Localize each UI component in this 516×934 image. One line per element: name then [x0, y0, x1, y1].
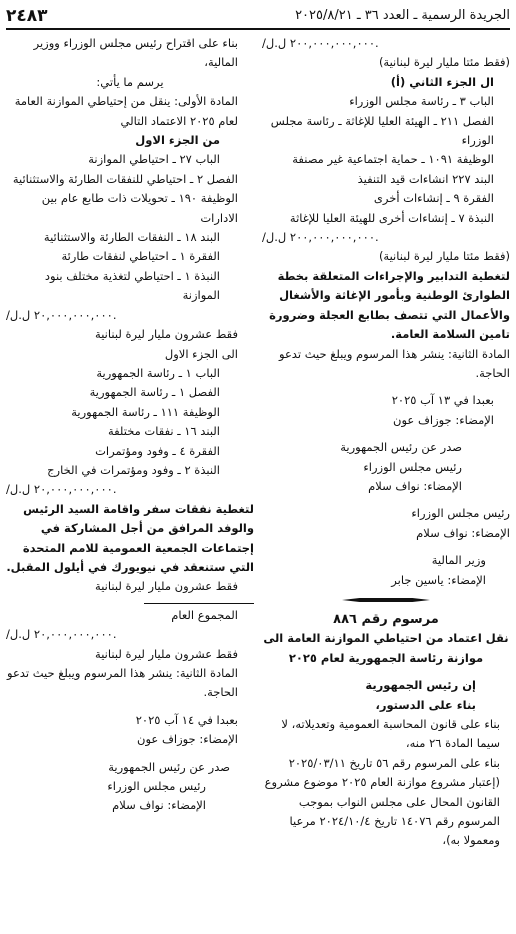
text-line: النبذة ٢ ـ وفود ومؤتمرات في الخارج [47, 462, 220, 477]
text-line: صدر عن رئيس الجمهورية [340, 440, 462, 455]
text-line: رئيس مجلس الوزراء [363, 459, 462, 474]
text-line: المادة الثانية: ينشر هذا المرسوم ويبلغ حيث تدعو الحاجة. [279, 346, 510, 380]
text-line: الوظيفة ١٩٠ ـ تحويلات ذات طابع عام بين الادارات [41, 191, 238, 225]
decree-body-2: بناء على المرسوم رقم ٥٦ تاريخ ٢٠٢٥/٠٣/١١ (إعتبار مشروع موازنة العام ٢٠٢٥ موضوع مشروع القانون المحال على مجلس النواب بموجب المرسوم رقم ١٤٠٧٦ تاريخ ٢٠٢٤/١٠/٤ مرعيا ومعمولا به)، [264, 755, 500, 848]
text-line: لتغطية التدابير والإجراءات المتعلقة بخطة الطوارئ الوطنية وبأمور الإغاثة والأشغال والأعمال التي تتصف بطابع العجلة وضرورة تامين السلامة العامة. [269, 268, 510, 342]
right-column-items [262, 34, 510, 590]
page-header [6, 6, 510, 30]
text-line: الباب ٢٧ ـ احتياطي الموازنة [88, 152, 220, 167]
decree-body-1: بناء على قانون المحاسبة العمومية وتعديلاته، لا سيما المادة ٢٦ منه، [281, 717, 500, 751]
text-line: (فقط مئتا مليار ليرة لبنانية) [378, 55, 510, 70]
text-line: رئيس مجلس الوزراء [107, 779, 206, 794]
right-column [262, 34, 510, 851]
amount-line: /٢٠٠,٠٠٠,٠٠٠,٠٠٠ ل.ل. [262, 230, 379, 245]
text-line: البند ٢٢٧ انشاءات قيد التنفيذ [357, 171, 494, 186]
spacer [262, 496, 510, 504]
text-line: من الجزء الاول [135, 133, 220, 148]
text-line: صدر عن رئيس الجمهورية [108, 759, 230, 774]
decree-title: نقل اعتماد من احتياطي الموازنة العامة الى موازنة رئاسة الجمهورية لعام ٢٠٢٥ [263, 631, 509, 665]
text-line: المادة الثانية: ينشر هذا المرسوم ويبلغ حيث تدعو الحاجة. [7, 666, 238, 700]
amount-line: /٢٠٠,٠٠٠,٠٠٠,٠٠٠ ل.ل. [262, 36, 379, 50]
decree-issuer: إن رئيس الجمهورية [365, 678, 476, 693]
amount-line: /٢٠,٠٠٠,٠٠٠,٠٠٠ ل.ل. [6, 307, 117, 322]
total-rule [144, 603, 254, 604]
left-column [6, 34, 254, 816]
text-line: الفصل ٢ ـ احتياطي للنفقات الطارئة والاستثنائية [12, 171, 238, 186]
text-line: فقط عشرون مليار ليرة لبنانية [95, 579, 238, 594]
spacer [6, 750, 254, 758]
text-line: الباب ١ ـ رئاسة الجمهورية [96, 365, 220, 380]
text-line: بعبدا في ١٤ آب ٢٠٢٥ [135, 712, 238, 727]
decree-number: مرسوم رقم ٨٨٦ [333, 611, 439, 627]
text-line: فقط عشرون مليار ليرة لبنانية [95, 646, 238, 661]
text-line: الفقرة ٩ ـ إنشاءات أخرى [373, 191, 494, 206]
spacer [262, 383, 510, 391]
text-line: الإمضاء: جوزاف عون [393, 412, 494, 427]
running-title: الجريدة الرسمية ـ العدد ٣٦ ـ ٢٠٢٥/٨/٢١ [295, 8, 510, 23]
text-line: الى الجزء الاول [164, 346, 238, 361]
spacer [262, 543, 510, 551]
text-line: المجموع العام [171, 607, 238, 622]
text-line: المادة الأولى: ينقل من إحتياطي الموازنة العامة لعام ٢٠٢٥ الاعتماد التالي [14, 94, 238, 128]
text-line: بعبدا في ١٣ آب ٢٠٢٥ [391, 393, 494, 408]
text-line: الإمضاء: ياسين جابر [391, 572, 486, 587]
decorative-separator [262, 596, 510, 604]
text-line: الإمضاء: نواف سلام [368, 478, 462, 493]
text-line: الفقرة ٤ ـ وفود ومؤتمرات [95, 443, 220, 458]
text-line: ال الجزء الثاني (أ) [390, 74, 494, 89]
page-number: ٢٤٨٣ [6, 6, 48, 26]
text-line: الإمضاء: جوزاف عون [137, 732, 238, 747]
text-line: الإمضاء: نواف سلام [416, 525, 510, 540]
text-line: البند ١٨ ـ النفقات الطارئة والاستثنائية [43, 230, 220, 245]
amount-line: /٢٠,٠٠٠,٠٠٠,٠٠٠ ل.ل. [6, 627, 117, 642]
text-line: البند ١٦ ـ نفقات مختلفة [107, 424, 220, 439]
text-line: بناء على اقتراح رئيس مجلس الوزراء ووزير المالية، [33, 36, 238, 70]
decree-basis: بناء على الدستور، [375, 697, 476, 712]
text-line: فقط عشرون مليار ليرة لبنانية [95, 327, 238, 342]
amount-line: /٢٠,٠٠٠,٠٠٠,٠٠٠ ل.ل. [6, 482, 117, 497]
text-line: النبذة ١ ـ احتياطي لتغذية مختلف بنود الموازنة [44, 268, 220, 303]
text-line: وزير المالية [431, 553, 486, 568]
text-line: يرسم ما يأتي: [96, 74, 164, 89]
text-line: (فقط مئتا مليار ليرة لبنانية) [378, 249, 510, 264]
text-line: الإمضاء: نواف سلام [112, 798, 206, 813]
text-line: الوظيفة ١١١ ـ رئاسة الجمهورية [71, 404, 220, 419]
text-line: الفقرة ١ ـ احتياطي لنفقات طارئة [61, 249, 220, 264]
text-line: لتغطية نفقات سفر واقامة السيد الرئيس والوفد المرافق من أجل المشاركة في إجتماعات الجمعية العمومية للامم المتحدة التي ستنعقد في نيويورك في أيلول المقبل. [6, 501, 254, 574]
text-line: الباب ٣ ـ رئاسة مجلس الوزراء [349, 94, 494, 109]
spacer [6, 703, 254, 711]
text-line: رئيس مجلس الوزراء [411, 506, 510, 521]
spacer [262, 430, 510, 438]
text-line: الفصل ٢١١ ـ الهيئة العليا للإغاثة ـ رئاسة مجلس الوزراء [270, 113, 494, 148]
text-line: النبذة ٧ ـ إنشاءات أخرى للهيئة العليا للإغاثة [289, 210, 494, 225]
text-line: الفصل ١ ـ رئاسة الجمهورية [89, 385, 220, 400]
text-line: الوظيفة ١٠٩١ ـ حماية اجتماعية غير مصنفة [292, 152, 494, 167]
